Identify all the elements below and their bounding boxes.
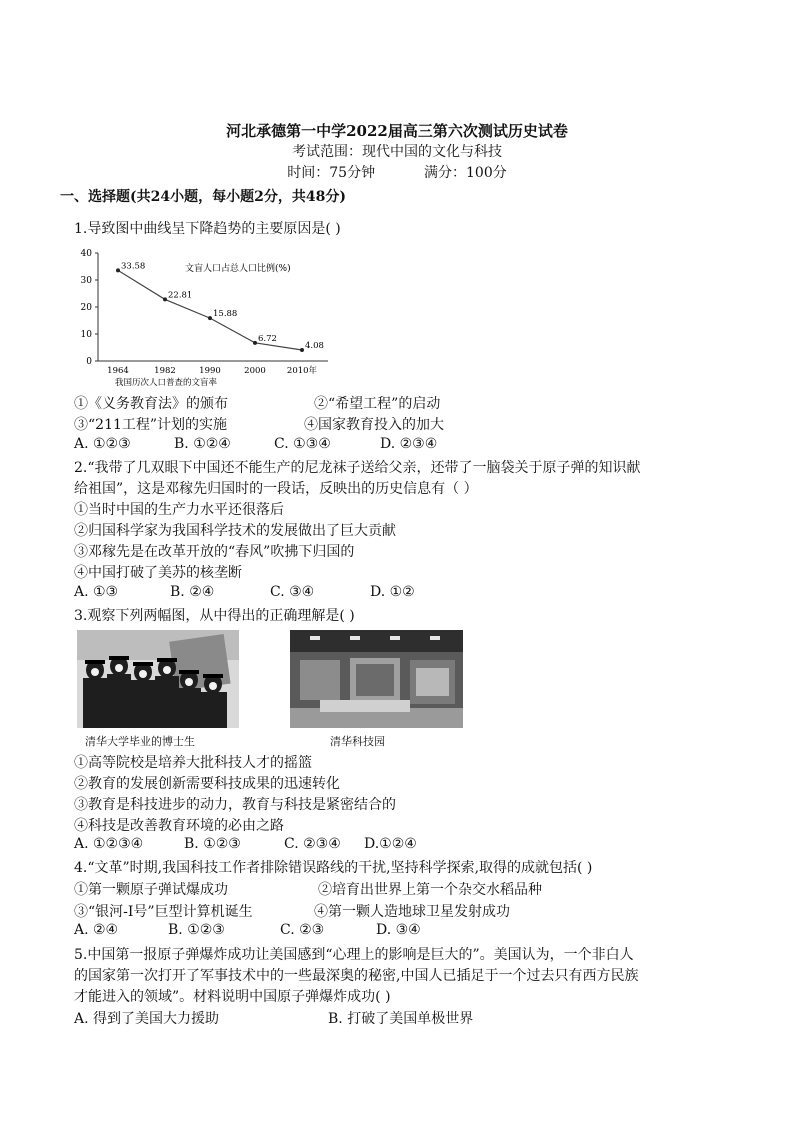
q5-choice-b: B. 打破了美国单极世界 <box>328 1011 474 1027</box>
q2-option-3: ③邓稼先是在改革开放的“春风”吹拂下归国的 <box>74 544 355 560</box>
q4-options-row2 <box>74 901 754 921</box>
q1-choice-c: C. ①③④ <box>274 436 331 452</box>
q4-choices <box>74 922 754 938</box>
q1-option-2: ②“希望工程”的启动 <box>314 396 441 412</box>
y-tick-label: 0 <box>86 357 92 367</box>
q1-options-row2 <box>74 414 754 434</box>
y-tick-label: 20 <box>80 303 92 313</box>
y-tick-label: 40 <box>80 249 92 259</box>
q2-choice-b: B. ②④ <box>170 584 215 600</box>
q4-choice-a: A. ②④ <box>74 922 119 938</box>
q4-option-3: ③“银河-I号”巨型计算机诞生 <box>74 904 253 920</box>
data-label: 22.81 <box>168 290 193 301</box>
x-tick-label: 1964 <box>107 366 129 376</box>
data-point <box>116 268 120 272</box>
q5-stem-line3: 才能进入的领域”。材料说明中国原子弹爆炸成功( ) <box>74 989 391 1005</box>
q4-choice-c: C. ②③ <box>280 922 325 938</box>
q2-stem-line1: 2.“我带了几双眼下中国还不能生产的尼龙袜子送给父亲，还带了一脑袋关于原子弹的知识献 <box>74 460 641 476</box>
q5-stem-line1: 5.中国第一报原子弹爆炸成功让美国感到“心理上的影响是巨大的”。美国认为，一个非白人 <box>74 947 634 963</box>
q1-choice-b: B. ①②④ <box>174 436 231 452</box>
exam-score: 满分：100分 <box>424 165 507 181</box>
y-tick-label: 30 <box>80 276 92 286</box>
q3-choice-c: C. ②③④ <box>284 836 341 852</box>
q4-choice-d: D. ③④ <box>376 922 421 938</box>
q5-stem-line2: 的国家第一次打开了军事技术中的一些最深奥的秘密,中国人已插足于一个过去只有西方民族 <box>74 968 639 984</box>
q3-option-4: ④科技是改善教育环境的必由之路 <box>74 818 284 834</box>
q4-option-4: ④第一颗人造地球卫星发射成功 <box>314 904 510 920</box>
chart-title: 文盲人口占总人口比例(%) <box>185 264 291 274</box>
q2-choice-c: C. ③④ <box>270 584 315 600</box>
q1-choices <box>74 436 754 452</box>
photo-tsinghua-science-park <box>290 630 463 728</box>
exam-title: 河北承德第一中学2022届高三第六次测试历史试卷 <box>226 122 568 140</box>
q4-option-2: ②培育出世界上第一个杂交水稻品种 <box>318 882 542 898</box>
q1-choice-a: A. ①②③ <box>74 436 131 452</box>
q3-option-3: ③教育是科技进步的动力，教育与科技是紧密结合的 <box>74 797 396 813</box>
q3-option-1: ①高等院校是培养大批科技人才的摇篮 <box>74 755 312 771</box>
data-point <box>208 316 212 320</box>
section-heading: 一、选择题(共24小题，每小题2分，共48分) <box>60 189 346 205</box>
q4-choice-b: B. ①②③ <box>168 922 225 938</box>
q3-stem: 3.观察下列两幅图，从中得出的正确理解是( ) <box>74 608 355 624</box>
q1-choice-d: D. ②③④ <box>380 436 438 452</box>
q2-option-1: ①当时中国的生产力水平还很落后 <box>74 502 284 518</box>
q2-stem-line2: 给祖国”，这是邓稼先归国时的一段话，反映出的历史信息有（ ） <box>74 481 478 497</box>
x-tick-label: 1982 <box>154 366 176 376</box>
x-tick-label: 2010年 <box>286 366 318 376</box>
data-point <box>300 348 304 352</box>
q2-option-4: ④中国打破了美苏的核垄断 <box>74 565 242 581</box>
x-tick-label: 1990 <box>199 366 221 376</box>
q1-stem: 1.导致图中曲线呈下降趋势的主要原因是( ) <box>74 221 341 237</box>
chart-points <box>116 261 324 352</box>
q3-choice-b: B. ①②③ <box>184 836 241 852</box>
data-label: 6.72 <box>258 333 277 344</box>
exam-time: 时间：75分钟 <box>287 165 376 181</box>
q1-option-3: ③“211工程”计划的实施 <box>74 417 228 433</box>
q5-choice-a: A. 得到了美国大力援助 <box>74 1011 220 1027</box>
q5-choices-row1 <box>74 1008 754 1028</box>
data-label: 15.88 <box>213 309 238 320</box>
q1-options-row1 <box>74 393 754 413</box>
q2-choices <box>74 584 754 600</box>
q2-option-2: ②归国科学家为我国科学技术的发展做出了巨大贡献 <box>74 523 396 539</box>
q1-option-4: ④国家教育投入的加大 <box>304 417 444 433</box>
chart-y-ticks <box>81 249 98 367</box>
data-point <box>163 297 167 301</box>
data-point <box>253 341 257 345</box>
photo-tsinghua-graduates <box>77 630 239 728</box>
data-label: 33.58 <box>121 261 146 272</box>
caption-graduates: 清华大学毕业的博士生 <box>85 735 195 748</box>
q2-choice-a: A. ①③ <box>74 584 119 600</box>
caption-science-park: 清华科技园 <box>330 735 385 748</box>
y-tick-label: 10 <box>80 330 92 340</box>
exam-scope: 考试范围：现代中国的文化与科技 <box>292 144 502 160</box>
data-label: 4.08 <box>305 340 324 351</box>
q3-choices <box>74 836 754 852</box>
q3-option-2: ②教育的发展创新需要科技成果的迅速转化 <box>74 776 340 792</box>
chart-xlabel: 我国历次人口普查的文盲率 <box>115 378 218 388</box>
q4-options-row1 <box>74 879 754 899</box>
x-tick-label: 2000 <box>244 366 266 376</box>
q4-option-1: ①第一颗原子弹试爆成功 <box>74 882 228 898</box>
exam-time-score <box>0 162 794 182</box>
q1-option-1: ①《义务教育法》的颁布 <box>74 396 228 412</box>
chart-x-ticks <box>107 365 317 376</box>
illiteracy-chart <box>70 243 340 393</box>
q3-choice-a: A. ①②③④ <box>74 836 144 852</box>
q4-stem: 4.“文革”时期,我国科技工作者排除错误路线的干扰,坚持科学探索,取得的成就包括( ) <box>74 860 593 876</box>
q2-choice-d: D. ①② <box>370 584 415 600</box>
q3-choice-d: D.①②④ <box>364 836 417 852</box>
